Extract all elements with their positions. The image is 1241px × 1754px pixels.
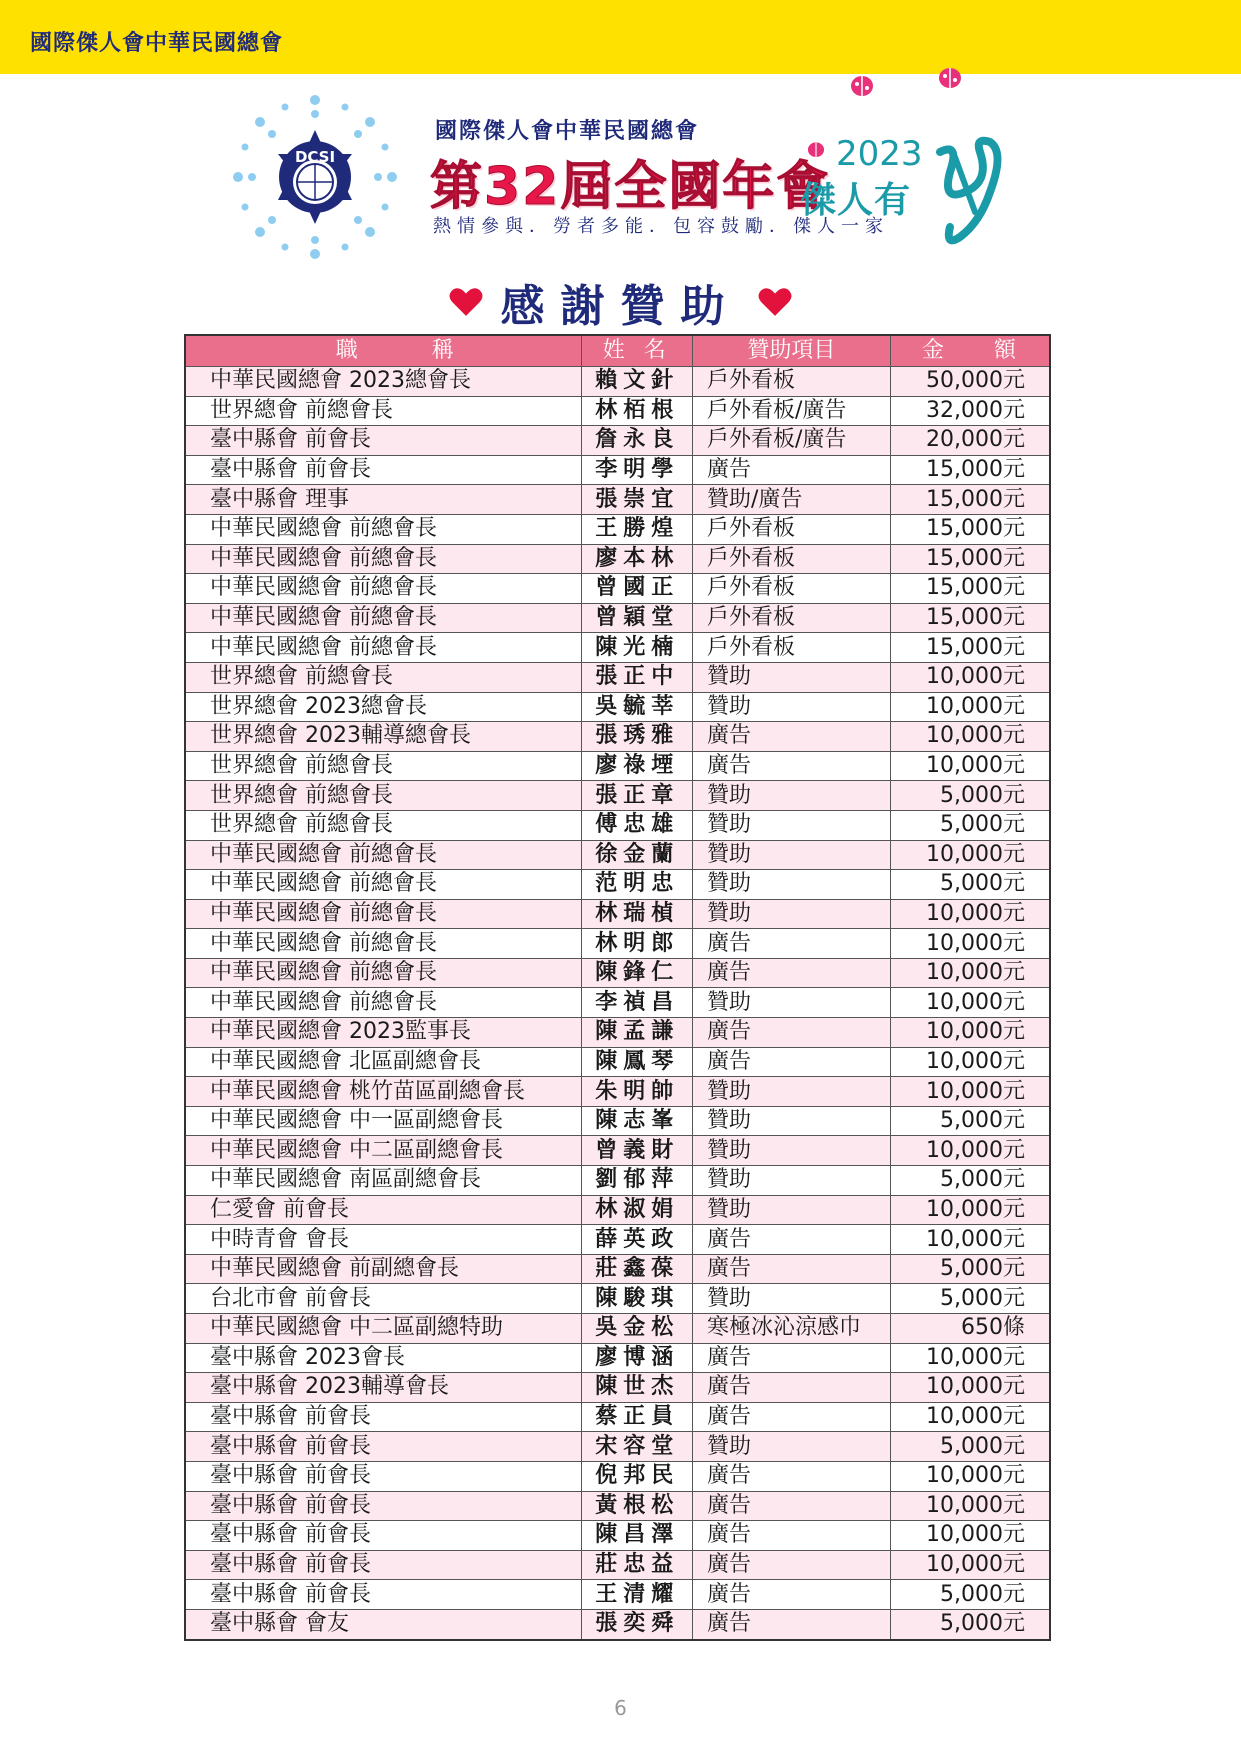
cell-item: 廣告 — [692, 1521, 890, 1551]
cell-item: 贊助 — [692, 870, 890, 900]
cell-amount: 10,000元 — [890, 1077, 1050, 1107]
cell-item: 贊助/廣告 — [692, 485, 890, 515]
table-row — [185, 1314, 1050, 1344]
cell-name: 張正章 — [582, 781, 692, 811]
cell-amount: 5,000元 — [890, 870, 1050, 900]
table-row — [185, 426, 1050, 456]
cell-item: 贊助 — [692, 781, 890, 811]
cell-amount: 5,000元 — [890, 810, 1050, 840]
cell-name: 陳志峯 — [582, 1106, 692, 1136]
cell-title: 中華民國總會 中一區副總會長 — [185, 1106, 582, 1136]
cell-item: 贊助 — [692, 1195, 890, 1225]
section-heading — [0, 270, 1241, 334]
table-row — [185, 870, 1050, 900]
cell-title: 世界總會 2023總會長 — [185, 692, 582, 722]
table-row — [185, 958, 1050, 988]
cell-item: 廣告 — [692, 929, 890, 959]
cell-title: 臺中縣會 會友 — [185, 1609, 582, 1639]
cell-amount: 10,000元 — [890, 1373, 1050, 1403]
cell-name: 廖本林 — [582, 544, 692, 574]
table-row — [185, 810, 1050, 840]
cell-title: 臺中縣會 理事 — [185, 485, 582, 515]
cell-amount: 10,000元 — [890, 1018, 1050, 1048]
cell-item: 戶外看板/廣告 — [692, 426, 890, 456]
column-header-item: 贊助項目 — [692, 335, 890, 367]
cell-title: 中時青會 會長 — [185, 1225, 582, 1255]
cell-item: 戶外看板 — [692, 544, 890, 574]
cell-item: 廣告 — [692, 1254, 890, 1284]
cell-amount: 10,000元 — [890, 1491, 1050, 1521]
table-row — [185, 367, 1050, 397]
cell-item: 廣告 — [692, 1461, 890, 1491]
cell-title: 仁愛會 前會長 — [185, 1195, 582, 1225]
table-row — [185, 988, 1050, 1018]
cell-amount: 10,000元 — [890, 662, 1050, 692]
cell-amount: 5,000元 — [890, 1106, 1050, 1136]
cell-amount: 10,000元 — [890, 958, 1050, 988]
cell-name: 詹永良 — [582, 426, 692, 456]
cell-name: 王清耀 — [582, 1580, 692, 1610]
cell-title: 臺中縣會 2023輔導會長 — [185, 1373, 582, 1403]
cell-amount: 10,000元 — [890, 840, 1050, 870]
cell-title: 世界總會 前總會長 — [185, 396, 582, 426]
event-title: 第32屆全國年會 — [430, 157, 831, 217]
cell-item: 廣告 — [692, 1225, 890, 1255]
cell-title: 臺中縣會 前會長 — [185, 1550, 582, 1580]
table-row — [185, 899, 1050, 929]
organization-name: 國際傑人會中華民國總會 — [435, 119, 700, 144]
cell-title: 中華民國總會 前副總會長 — [185, 1254, 582, 1284]
cell-name: 曾國正 — [582, 574, 692, 604]
cell-item: 贊助 — [692, 1166, 890, 1196]
cell-name: 吳金松 — [582, 1314, 692, 1344]
cell-item: 寒極冰沁涼感巾 — [692, 1314, 890, 1344]
cell-name: 林瑞楨 — [582, 899, 692, 929]
table-row — [185, 633, 1050, 663]
cell-name: 李明學 — [582, 455, 692, 485]
cell-name: 莊鑫葆 — [582, 1254, 692, 1284]
cell-item: 廣告 — [692, 1402, 890, 1432]
cell-item: 贊助 — [692, 1284, 890, 1314]
table-row — [185, 751, 1050, 781]
cell-name: 曾穎堂 — [582, 603, 692, 633]
cell-title: 中華民國總會 前總會長 — [185, 603, 582, 633]
cell-item: 戶外看板 — [692, 603, 890, 633]
sponsor-table — [184, 334, 1051, 1641]
cell-item: 贊助 — [692, 840, 890, 870]
cell-amount: 10,000元 — [890, 1136, 1050, 1166]
table-row — [185, 1609, 1050, 1639]
cell-title: 中華民國總會 2023總會長 — [185, 367, 582, 397]
cell-amount: 10,000元 — [890, 1047, 1050, 1077]
cell-title: 中華民國總會 中二區副總會長 — [185, 1136, 582, 1166]
table-row — [185, 1343, 1050, 1373]
cell-amount: 10,000元 — [890, 1402, 1050, 1432]
table-row — [185, 1461, 1050, 1491]
cell-title: 世界總會 前總會長 — [185, 810, 582, 840]
cell-name: 陳鳳琴 — [582, 1047, 692, 1077]
cell-name: 吳毓莘 — [582, 692, 692, 722]
cell-amount: 5,000元 — [890, 1432, 1050, 1462]
cell-title: 中華民國總會 前總會長 — [185, 633, 582, 663]
cell-title: 中華民國總會 前總會長 — [185, 958, 582, 988]
cell-title: 中華民國總會 中二區副總特助 — [185, 1314, 582, 1344]
table-row — [185, 1550, 1050, 1580]
cell-amount: 5,000元 — [890, 1166, 1050, 1196]
cell-title: 臺中縣會 2023會長 — [185, 1343, 582, 1373]
theme-glyph-text: 動 — [920, 112, 921, 113]
theme-brush-glyph — [920, 112, 1010, 262]
cell-item: 戶外看板/廣告 — [692, 396, 890, 426]
cell-title: 世界總會 前總會長 — [185, 751, 582, 781]
cell-title: 中華民國總會 北區副總會長 — [185, 1047, 582, 1077]
cell-name: 范明忠 — [582, 870, 692, 900]
column-header-amount: 金 額 — [890, 335, 1050, 367]
cell-item: 戶外看板 — [692, 514, 890, 544]
cell-amount: 10,000元 — [890, 722, 1050, 752]
cell-title: 臺中縣會 前會長 — [185, 426, 582, 456]
cell-title: 中華民國總會 前總會長 — [185, 514, 582, 544]
cell-amount: 5,000元 — [890, 1580, 1050, 1610]
cell-title: 臺中縣會 前會長 — [185, 455, 582, 485]
cell-title: 中華民國總會 前總會長 — [185, 870, 582, 900]
table-row — [185, 1166, 1050, 1196]
cell-name: 廖祿堙 — [582, 751, 692, 781]
cell-item: 贊助 — [692, 899, 890, 929]
cell-title: 臺中縣會 前會長 — [185, 1521, 582, 1551]
cell-name: 張崇宜 — [582, 485, 692, 515]
cell-title: 中華民國總會 前總會長 — [185, 544, 582, 574]
logo-text: DCSI — [294, 148, 336, 166]
cell-title: 中華民國總會 桃竹苗區副總會長 — [185, 1077, 582, 1107]
cell-amount: 15,000元 — [890, 633, 1050, 663]
table-row — [185, 692, 1050, 722]
table-row — [185, 1225, 1050, 1255]
cell-name: 傅忠雄 — [582, 810, 692, 840]
cell-name: 倪邦民 — [582, 1461, 692, 1491]
cell-title: 台北市會 前會長 — [185, 1284, 582, 1314]
cell-amount: 5,000元 — [890, 1284, 1050, 1314]
cell-amount: 5,000元 — [890, 1609, 1050, 1639]
table-row — [185, 1254, 1050, 1284]
cell-name: 徐金蘭 — [582, 840, 692, 870]
table-row — [185, 1077, 1050, 1107]
table-row — [185, 1106, 1050, 1136]
cell-item: 戶外看板 — [692, 633, 890, 663]
cell-name: 林淑娟 — [582, 1195, 692, 1225]
cell-name: 廖博涵 — [582, 1343, 692, 1373]
table-row — [185, 1373, 1050, 1403]
cell-name: 林明郎 — [582, 929, 692, 959]
dcsi-logo — [230, 92, 400, 262]
cell-amount: 15,000元 — [890, 514, 1050, 544]
cell-amount: 15,000元 — [890, 603, 1050, 633]
heading-text: 感謝贊助 — [500, 281, 741, 332]
table-row — [185, 1402, 1050, 1432]
cell-amount: 5,000元 — [890, 1254, 1050, 1284]
cell-item: 贊助 — [692, 988, 890, 1018]
table-row — [185, 1136, 1050, 1166]
column-header-title: 職 稱 — [185, 335, 582, 367]
cell-item: 贊助 — [692, 1432, 890, 1462]
table-row — [185, 722, 1050, 752]
cell-title: 臺中縣會 前會長 — [185, 1461, 582, 1491]
cell-name: 蔡正員 — [582, 1402, 692, 1432]
cell-title: 臺中縣會 前會長 — [185, 1580, 582, 1610]
cell-item: 贊助 — [692, 662, 890, 692]
cell-amount: 15,000元 — [890, 455, 1050, 485]
table-row — [185, 1195, 1050, 1225]
cell-amount: 20,000元 — [890, 426, 1050, 456]
table-row — [185, 781, 1050, 811]
cell-title: 中華民國總會 前總會長 — [185, 574, 582, 604]
cell-item: 贊助 — [692, 692, 890, 722]
cell-amount: 10,000元 — [890, 1461, 1050, 1491]
cell-name: 林栢根 — [582, 396, 692, 426]
table-row — [185, 514, 1050, 544]
column-header-name: 姓 名 — [582, 335, 692, 367]
cell-name: 張琇雅 — [582, 722, 692, 752]
heart-icon — [758, 287, 792, 317]
table-row — [185, 544, 1050, 574]
table-row — [185, 1580, 1050, 1610]
cell-title: 中華民國總會 2023監事長 — [185, 1018, 582, 1048]
cell-name: 陳鋒仁 — [582, 958, 692, 988]
cell-item: 贊助 — [692, 1106, 890, 1136]
cell-amount: 5,000元 — [890, 781, 1050, 811]
cell-amount: 10,000元 — [890, 692, 1050, 722]
cell-name: 張正中 — [582, 662, 692, 692]
cell-title: 中華民國總會 前總會長 — [185, 929, 582, 959]
cell-amount: 10,000元 — [890, 929, 1050, 959]
cell-amount: 10,000元 — [890, 751, 1050, 781]
cell-name: 宋容堂 — [582, 1432, 692, 1462]
cell-item: 贊助 — [692, 1136, 890, 1166]
cell-item: 廣告 — [692, 1343, 890, 1373]
table-row — [185, 1284, 1050, 1314]
table-row — [185, 1521, 1050, 1551]
heart-icon — [449, 287, 483, 317]
table-row — [185, 840, 1050, 870]
cell-amount: 15,000元 — [890, 485, 1050, 515]
cell-amount: 10,000元 — [890, 988, 1050, 1018]
cell-item: 贊助 — [692, 810, 890, 840]
cell-name: 陳世杰 — [582, 1373, 692, 1403]
cell-item: 廣告 — [692, 958, 890, 988]
cell-item: 廣告 — [692, 751, 890, 781]
table-row — [185, 1491, 1050, 1521]
cell-name: 陳孟謙 — [582, 1018, 692, 1048]
cell-amount: 32,000元 — [890, 396, 1050, 426]
cell-name: 陳駿琪 — [582, 1284, 692, 1314]
cell-name: 薛英政 — [582, 1225, 692, 1255]
top-banner — [0, 0, 1241, 74]
cell-title: 中華民國總會 南區副總會長 — [185, 1166, 582, 1196]
cell-item: 廣告 — [692, 455, 890, 485]
cell-title: 臺中縣會 前會長 — [185, 1432, 582, 1462]
cell-item: 戶外看板 — [692, 574, 890, 604]
cell-name: 陳昌澤 — [582, 1521, 692, 1551]
cell-title: 中華民國總會 前總會長 — [185, 899, 582, 929]
cell-title: 世界總會 前總會長 — [185, 781, 582, 811]
cell-item: 廣告 — [692, 1491, 890, 1521]
event-year: 2023 — [836, 134, 923, 174]
table-row — [185, 396, 1050, 426]
cell-amount: 15,000元 — [890, 544, 1050, 574]
cell-name: 賴文針 — [582, 367, 692, 397]
table-row — [185, 1432, 1050, 1462]
cell-title: 中華民國總會 前總會長 — [185, 988, 582, 1018]
banner-title: 國際傑人會中華民國總會 — [30, 31, 284, 56]
sponsor-table-body — [185, 367, 1050, 1640]
cell-title: 世界總會 前總會長 — [185, 662, 582, 692]
cell-item: 廣告 — [692, 1373, 890, 1403]
ladybug-icon — [805, 138, 827, 160]
cell-title: 中華民國總會 前總會長 — [185, 840, 582, 870]
table-row — [185, 1018, 1050, 1048]
cell-item: 廣告 — [692, 1550, 890, 1580]
cell-name: 莊忠益 — [582, 1550, 692, 1580]
cell-amount: 10,000元 — [890, 1550, 1050, 1580]
table-row — [185, 1047, 1050, 1077]
cell-amount: 10,000元 — [890, 899, 1050, 929]
cell-amount: 15,000元 — [890, 574, 1050, 604]
cell-item: 廣告 — [692, 1047, 890, 1077]
table-header-row — [185, 335, 1050, 367]
event-header — [230, 92, 1010, 262]
cell-item: 廣告 — [692, 1580, 890, 1610]
cell-name: 黃根松 — [582, 1491, 692, 1521]
cell-title: 臺中縣會 前會長 — [185, 1402, 582, 1432]
table-row — [185, 603, 1050, 633]
cell-amount: 50,000元 — [890, 367, 1050, 397]
cell-amount: 10,000元 — [890, 1225, 1050, 1255]
cell-name: 陳光楠 — [582, 633, 692, 663]
table-row — [185, 662, 1050, 692]
cell-item: 戶外看板 — [692, 367, 890, 397]
cell-amount: 10,000元 — [890, 1195, 1050, 1225]
table-row — [185, 929, 1050, 959]
cell-name: 曾義財 — [582, 1136, 692, 1166]
table-row — [185, 455, 1050, 485]
event-slogan: 熱情參與．勞者多能．包容鼓勵．傑人一家 — [433, 216, 889, 237]
ladybug-icon — [847, 70, 877, 100]
cell-name: 李禎昌 — [582, 988, 692, 1018]
cell-item: 廣告 — [692, 722, 890, 752]
cell-amount: 650條 — [890, 1314, 1050, 1344]
cell-name: 王勝煌 — [582, 514, 692, 544]
ladybug-icon — [935, 62, 965, 92]
cell-item: 廣告 — [692, 1018, 890, 1048]
cell-amount: 10,000元 — [890, 1343, 1050, 1373]
page-number: 6 — [614, 1696, 627, 1720]
cell-item: 廣告 — [692, 1609, 890, 1639]
cell-name: 張奕舜 — [582, 1609, 692, 1639]
event-theme: 傑人有 — [800, 180, 912, 221]
cell-title: 臺中縣會 前會長 — [185, 1491, 582, 1521]
table-row — [185, 485, 1050, 515]
table-row — [185, 574, 1050, 604]
cell-amount: 10,000元 — [890, 1521, 1050, 1551]
cell-item: 贊助 — [692, 1077, 890, 1107]
cell-name: 劉郁萍 — [582, 1166, 692, 1196]
cell-title: 世界總會 2023輔導總會長 — [185, 722, 582, 752]
cell-name: 朱明帥 — [582, 1077, 692, 1107]
